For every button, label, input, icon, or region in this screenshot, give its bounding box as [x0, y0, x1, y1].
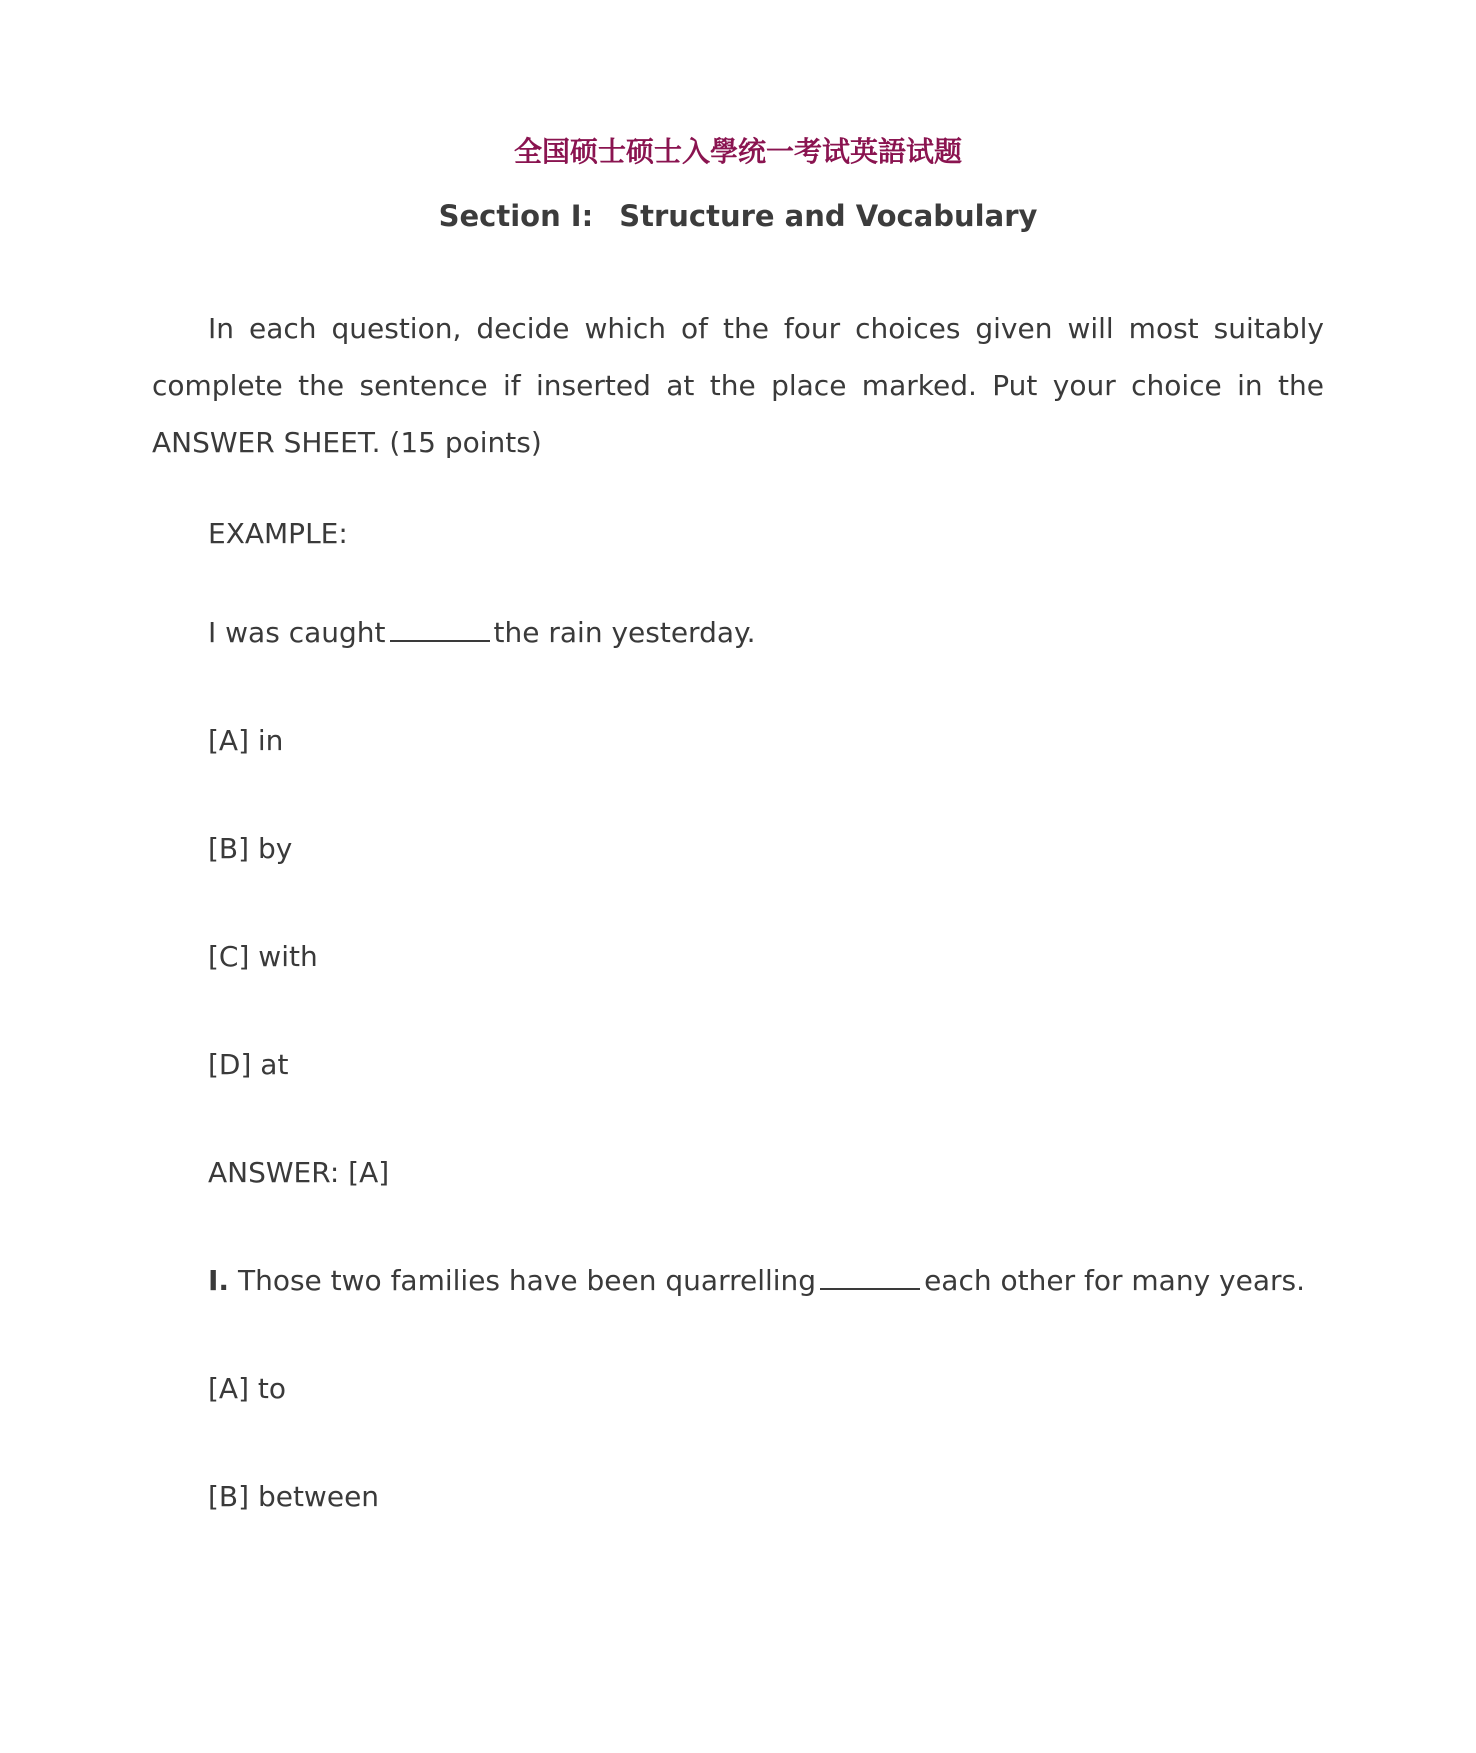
document-title: 全国硕士硕士入學统一考试英語试题: [513, 135, 962, 168]
question-1-text-before: Those two families have been quarrelling: [237, 1264, 817, 1297]
question-1: [208, 1264, 1305, 1297]
example-label: EXAMPLE:: [208, 517, 348, 550]
example-sentence-before: I was caught: [208, 616, 386, 649]
question-1-blank: [820, 1287, 920, 1290]
section-name: Structure and Vocabulary: [619, 199, 1038, 233]
example-option-b: [B] by: [208, 832, 293, 865]
example-option-d: [D] at: [208, 1048, 289, 1081]
example-option-a: [A] in: [208, 724, 284, 757]
question-1-number: I.: [208, 1264, 230, 1297]
question-1-option-b: [B] between: [208, 1480, 380, 1513]
question-1-text-after: each other for many years.: [924, 1264, 1306, 1297]
example-option-c: [C] with: [208, 940, 318, 973]
example-sentence-after: the rain yesterday.: [493, 616, 756, 649]
example-sentence: [208, 616, 755, 649]
example-blank: [390, 639, 490, 642]
section-label: Section I:: [438, 199, 594, 233]
section-heading: [0, 199, 1476, 233]
instructions-paragraph: In each question, decide which of the four choices given will most suitably complete the sentence if inserted at the place marked. Put your choice in the ANSWER SHEET. (15 points): [152, 312, 1324, 459]
question-1-option-a: [A] to: [208, 1372, 287, 1405]
example-answer: ANSWER: [A]: [208, 1156, 390, 1189]
